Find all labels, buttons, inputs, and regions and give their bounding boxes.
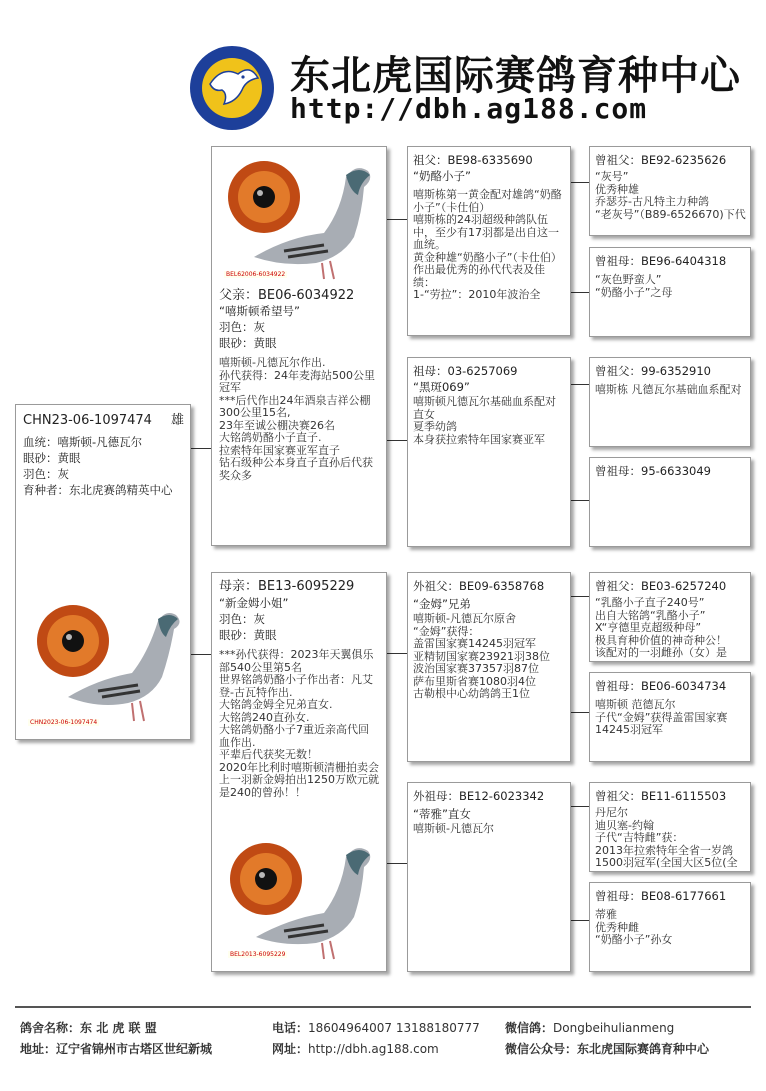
sire-card xyxy=(211,146,387,546)
pgs-name: “奶酪小子” xyxy=(413,169,471,183)
great-grandparent-card-4 xyxy=(589,457,751,547)
pgd-ring: 祖母：03-6257069 xyxy=(413,364,518,378)
subject-photo-label: CHN2023-06-1097474 xyxy=(30,719,98,726)
great-grandparent-card-8 xyxy=(589,882,751,972)
dam-card xyxy=(211,572,387,972)
g5-notes: “乳酪小子直子240号” 出自大铭鸽“乳酪小子” X“亨德里克超级种母” 极具育种价值的神奇种公！ 该配对的一羽雌孙（女）是 xyxy=(595,596,727,659)
sire-pigeon-photo xyxy=(224,153,384,283)
mgd-name: “蒂雅”直女 xyxy=(413,807,471,821)
footer-address: 地址：辽宁省锦州市古塔区世纪新城 xyxy=(20,1042,213,1056)
paternal-grandsire-card xyxy=(407,146,571,336)
dam-eye: 眼砂：黄眼 xyxy=(219,628,277,642)
g5-ring: 曾祖父：BE03-6257240 xyxy=(595,579,727,593)
g2-notes: “灰色野蛮人” “奶酪小子”之母 xyxy=(595,273,673,299)
paternal-granddam-card xyxy=(407,357,571,547)
subject-ring: CHN23-06-1097474 xyxy=(23,413,152,428)
g6-notes: 嘻斯顿 范德瓦尔 子代“金姆”获得盖雷国家赛14245羽冠军 xyxy=(595,698,728,736)
footer-wechat: 微信鸽：Dongbeihulianmeng xyxy=(505,1021,675,1035)
footer-public-account: 微信公众号：东北虎国际赛鸽育种中心 xyxy=(505,1042,710,1056)
subject-breeder: 育种者：东北虎赛鸽精英中心 xyxy=(23,483,173,497)
g1-notes: “灰号” 优秀种雄 乔瑟芬-古凡特主力种鸽 “老灰号”（B89-6526670)下代 xyxy=(595,170,746,221)
mgs-name: “金姆”兄弟 xyxy=(413,597,471,611)
footer-phone: 电话：18604964007 13188180777 xyxy=(272,1021,480,1035)
dam-ring: 母亲：BE13-6095229 xyxy=(219,579,355,594)
header-title: 东北虎国际赛鸽育种中心 xyxy=(290,53,741,99)
g3-ring: 曾祖父：99-6352910 xyxy=(595,364,711,378)
pgd-notes: 嘻斯顿凡德瓦尔基础血系配对直女 夏季幼鸽 本身获拉索特年国家赛亚军 xyxy=(413,395,556,446)
mgs-ring: 外祖父：BE09-6358768 xyxy=(413,579,545,593)
great-grandparent-card-3 xyxy=(589,357,751,447)
mgd-ring: 外祖母：BE12-6023342 xyxy=(413,789,545,803)
g4-ring: 曾祖母：95-6633049 xyxy=(595,464,711,478)
dam-notes: ***孙代获得：2023年天翼俱乐部540公里第5名 世界铭鸽奶酪小子作出者：凡艾登-古瓦特作出. 大铭鸽金姆全兄弟直女. 大铭鸽240直孙女. 大铭鸽奶酪小子7重近亲高代回血作出. 平辈后代获奖无数！ 2020年比利时嘻斯顿清栅拍卖会上一羽新金姆拍出1250万欧元就是240的曾孙！！ xyxy=(219,648,379,799)
great-grandparent-card-2 xyxy=(589,247,751,337)
footer-loft: 鸽舍名称：东 北 虎 联 盟 xyxy=(20,1021,157,1035)
sire-name: “嘻斯顿希望号” xyxy=(219,304,300,318)
great-grandparent-card-7 xyxy=(589,782,751,872)
address: 辽宁省锦州市古塔区世纪新城 xyxy=(56,1042,213,1056)
footer-divider xyxy=(15,1006,751,1008)
public-account: 东北虎国际赛鸽育种中心 xyxy=(577,1042,710,1056)
g2-ring: 曾祖母：BE96-6404318 xyxy=(595,254,727,268)
great-grandparent-card-5 xyxy=(589,572,751,662)
maternal-granddam-card xyxy=(407,782,571,972)
dam-color: 羽色：灰 xyxy=(219,612,265,626)
dam-photo-label: BEL2013-6095229 xyxy=(230,951,286,958)
loft-name: 东 北 虎 联 盟 xyxy=(80,1021,157,1035)
site-url[interactable]: http://dbh.ag188.com xyxy=(308,1042,439,1056)
logo xyxy=(188,44,276,132)
footer-site: 网址：http://dbh.ag188.com xyxy=(272,1042,439,1056)
subject-sex: 雄 xyxy=(171,413,185,428)
g6-ring: 曾祖母：BE06-6034734 xyxy=(595,679,727,693)
g7-notes: 丹尼尔 迪贝塞-约翰 子代“吉特雌”获： 2013年拉索特年全省一岁鸽1500羽冠军(全国大区5位(全 xyxy=(595,806,738,869)
subject-eye: 眼砂：黄眼 xyxy=(23,451,81,465)
maternal-grandsire-card xyxy=(407,572,571,762)
g1-ring: 曾祖父：BE92-6235626 xyxy=(595,153,727,167)
mgs-notes: 嘻斯顿-凡德瓦尔原舍 “金姆”获得： 盖雷国家赛14245羽冠军 亚精韧国家赛23921羽38位 波治国家赛37357羽87位 萨布里斯省赛1080羽4位 古勒根中心幼鸽鸽王1位 xyxy=(413,612,550,700)
wechat-id: Dongbeihulianmeng xyxy=(553,1021,675,1035)
subject-color: 羽色：灰 xyxy=(23,467,69,481)
sire-color: 羽色：灰 xyxy=(219,320,265,334)
mgd-notes: 嘻斯顿-凡德瓦尔 xyxy=(413,822,494,835)
pgs-ring: 祖父：BE98-6335690 xyxy=(413,153,533,167)
pgs-notes: 嘻斯栋第一黄金配对雄鸽“奶酪小子”（卡仕伯） 嘻斯栋的24羽超级种鸽队伍中，至少有17羽都是出自这一血统。 黄金种雄“奶酪小子”（卡仕伯） 作出最优秀的孙代代表及佳绩： 1-“劳拉”：2010年波治全 xyxy=(413,188,562,301)
header-url[interactable]: http://dbh.ag188.com xyxy=(290,92,648,125)
great-grandparent-card-1 xyxy=(589,146,751,236)
great-grandparent-card-6 xyxy=(589,672,751,762)
subject-bloodline: 血统：嘻斯顿-凡德瓦尔 xyxy=(23,435,143,449)
g8-ring: 曾祖母：BE08-6177661 xyxy=(595,889,727,903)
pgd-name: “黑斑069” xyxy=(413,380,470,394)
subject-pigeon-photo xyxy=(28,593,188,733)
phone-number[interactable]: 18604964007 13188180777 xyxy=(308,1021,480,1035)
g8-notes: 蒂雅 优秀种雌 “奶酪小子”孙女 xyxy=(595,908,673,946)
sire-notes: 嘻斯顿-凡德瓦尔作出. 孙代获得：24年麦海站500公里冠军 ***后代作出24年酒泉吉祥公棚300公里15名, 23年至诚公棚决赛26名 大铭鸽奶酪小子直子. 拉索特年国家赛亚军直子 钻石级种公本身直子直孙后代获奖众多 xyxy=(219,356,375,482)
sire-photo-label: BEL62006-6034922 xyxy=(226,271,286,278)
dam-pigeon-photo xyxy=(226,831,386,963)
sire-eye: 眼砂：黄眼 xyxy=(219,336,277,350)
g7-ring: 曾祖父：BE11-6115503 xyxy=(595,789,727,803)
dam-name: “新金姆小姐” xyxy=(219,596,289,610)
subject-card xyxy=(15,404,191,740)
sire-ring: 父亲：BE06-6034922 xyxy=(219,288,355,303)
g3-notes: 嘻斯栋 凡德瓦尔基础血系配对 xyxy=(595,383,742,396)
